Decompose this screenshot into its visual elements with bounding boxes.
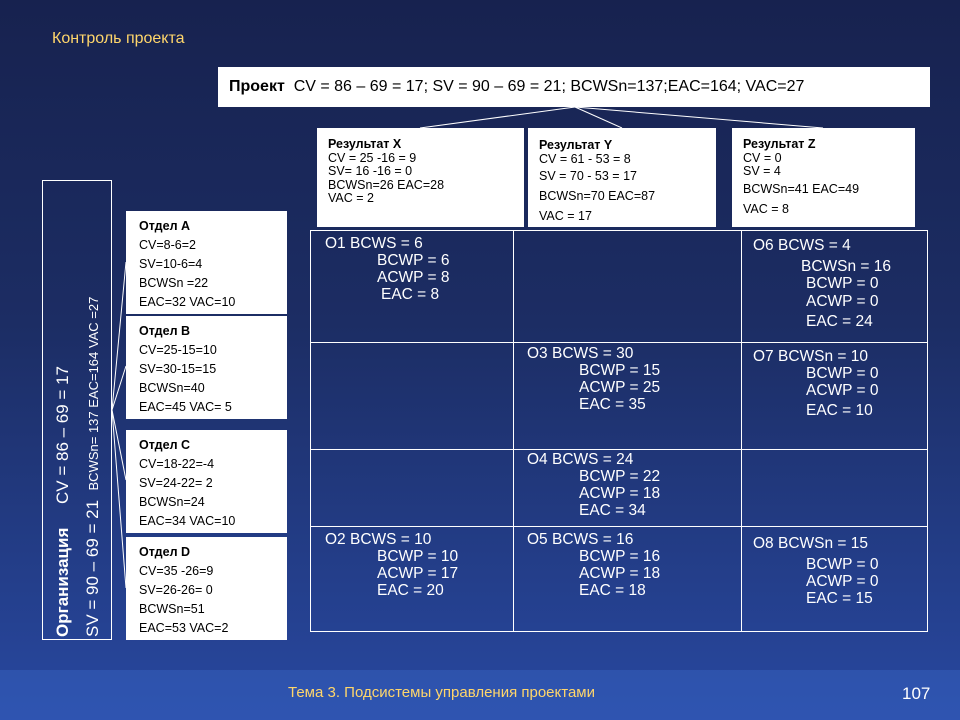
result-y-line: CV = 61 - 53 = 8	[539, 151, 631, 166]
result-y-line: VAC = 17	[539, 209, 592, 223]
result-x-line: VAC = 2	[328, 191, 374, 205]
department-c-title: Отдел С	[139, 438, 191, 452]
cell-line: ACWP = 0	[806, 382, 879, 399]
cell-line: ACWP = 18	[579, 565, 661, 582]
page-number: 107	[902, 684, 931, 703]
department-b-title: Отдел В	[139, 324, 191, 338]
grid-divider	[311, 526, 927, 527]
department-a-title: Отдел А	[139, 219, 191, 233]
department-line: CV=25-15=10	[139, 343, 217, 357]
connector-org-c	[112, 410, 126, 480]
cell-o3	[527, 345, 660, 413]
connector-org-d	[112, 410, 126, 588]
result-y-line: BCWSn=70 EAC=87	[539, 189, 656, 203]
cell-line: BCWP = 22	[579, 468, 661, 485]
cell-line: BCWP = 0	[806, 365, 879, 382]
department-line: BCWSn=40	[139, 381, 205, 395]
cell-line: BCWP = 10	[377, 548, 459, 565]
cell-line: EAC = 20	[377, 582, 444, 599]
department-line: SV=26-26= 0	[139, 583, 213, 597]
result-y-title: Результат Y	[539, 138, 613, 152]
cell-o5	[527, 531, 660, 599]
organization-extra: BCWSn= 137 EAC=164 VAC =27	[86, 296, 101, 491]
department-line: BCWSn =22	[139, 276, 209, 290]
department-line: CV=35 -26=9	[139, 564, 214, 578]
cell-o7	[753, 348, 879, 419]
result-x-box	[317, 128, 524, 227]
cell-o2	[325, 531, 458, 599]
cell-line: O8 BCWSn = 15	[753, 535, 869, 552]
result-z-title: Результат Z	[743, 137, 816, 151]
result-z-box	[732, 128, 915, 227]
grid-divider	[311, 449, 927, 450]
result-z-line: BCWSn=41 EAC=49	[743, 181, 860, 196]
cell-line: ACWP = 18	[579, 485, 661, 502]
department-line: SV=10-6=4	[139, 257, 203, 271]
grid-divider	[311, 342, 927, 343]
department-line: SV=24-22= 2	[139, 476, 213, 490]
organization-label: Организация	[53, 527, 72, 637]
cell-o8	[753, 535, 879, 607]
department-line: BCWSn=24	[139, 495, 205, 509]
department-line: SV=30-15=15	[139, 362, 217, 376]
department-a-box	[126, 211, 287, 314]
result-x-line: BCWSn=26 EAC=28	[328, 177, 445, 192]
cell-line: EAC = 8	[381, 286, 440, 303]
cell-line: ACWP = 0	[806, 292, 879, 310]
department-d-box	[126, 537, 287, 640]
cell-line: EAC = 24	[806, 313, 873, 330]
cell-o6	[753, 237, 891, 331]
cell-line: O1 BCWS = 6	[325, 235, 423, 252]
result-y-box	[528, 128, 716, 227]
cell-line: EAC = 35	[579, 396, 646, 413]
department-line: EAC=32 VAC=10	[139, 295, 236, 309]
result-x-line: CV = 25 -16 = 9	[328, 150, 417, 165]
result-y-line: SV = 70 - 53 = 17	[539, 169, 637, 183]
cell-line: BCWP = 15	[579, 362, 661, 379]
result-z-line: SV = 4	[743, 164, 781, 178]
cell-line: BCWP = 0	[806, 556, 879, 573]
cell-o1	[325, 235, 450, 303]
department-b-box	[126, 316, 287, 419]
cell-line: EAC = 18	[579, 582, 646, 599]
cell-o4	[527, 451, 660, 519]
project-metrics: CV = 86 – 69 = 17; SV = 90 – 69 = 21; BCWSn=137;EAC=164; VAC=27	[293, 78, 805, 95]
department-line: BCWSn=51	[139, 602, 205, 616]
organization-box	[42, 180, 112, 640]
result-x-line: SV= 16 -16 = 0	[328, 164, 413, 178]
cell-line: O7 BCWSn = 10	[753, 348, 869, 365]
grid-divider	[741, 231, 742, 631]
footer-topic: Тема 3. Подсистемы управления проектами	[288, 684, 595, 701]
cell-line: O2 BCWS = 10	[325, 531, 432, 548]
department-d-title: Отдел D	[139, 545, 191, 559]
department-line: CV=8-6=2	[139, 238, 196, 252]
cell-line: O6 BCWS = 4	[753, 237, 851, 254]
department-line: EAC=53 VAC=2	[139, 621, 229, 635]
project-summary-box	[218, 67, 930, 107]
department-line: EAC=45 VAC= 5	[139, 400, 232, 414]
project-label: Проект	[229, 78, 285, 95]
cell-line: BCWSn = 16	[801, 257, 892, 275]
cell-line: ACWP = 17	[377, 565, 459, 582]
cell-line: O5 BCWS = 16	[527, 531, 634, 548]
cell-line: ACWP = 25	[579, 379, 661, 396]
department-line: CV=18-22=-4	[139, 457, 215, 471]
connector-project-z	[575, 107, 823, 128]
result-x-title: Результат X	[328, 137, 402, 151]
grid-divider	[513, 231, 514, 631]
organization-sv: SV = 90 – 69 = 21	[83, 499, 102, 637]
cell-line: ACWP = 8	[377, 269, 450, 286]
cell-line: EAC = 15	[806, 590, 873, 607]
connector-project-x	[420, 107, 575, 128]
cell-line: O4 BCWS = 24	[527, 451, 634, 468]
department-c-box	[126, 430, 287, 533]
organization-cv: CV = 86 – 69 = 17	[53, 366, 72, 504]
cell-line: ACWP = 0	[806, 573, 879, 590]
work-package-grid	[310, 230, 928, 632]
result-z-line: CV = 0	[743, 150, 782, 165]
cell-line: BCWP = 16	[579, 548, 661, 565]
result-z-line: VAC = 8	[743, 201, 789, 216]
cell-line: O3 BCWS = 30	[527, 345, 634, 362]
cell-line: BCWP = 6	[377, 252, 450, 269]
cell-line: BCWP = 0	[806, 275, 879, 292]
cell-line: EAC = 34	[579, 502, 646, 519]
department-line: EAC=34 VAC=10	[139, 514, 236, 528]
slide-title: Контроль проекта	[52, 30, 185, 47]
cell-line: EAC = 10	[806, 402, 873, 419]
